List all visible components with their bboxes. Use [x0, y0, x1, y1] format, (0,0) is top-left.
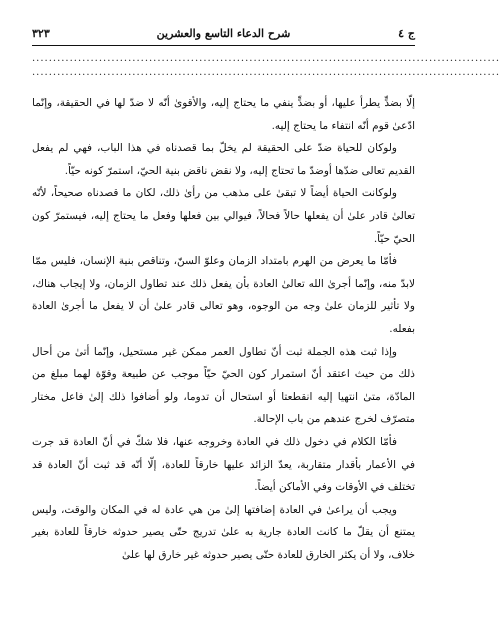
dotted-divider: [32, 52, 500, 82]
page-header: [32, 24, 415, 46]
paragraph: ويجب أن يراعىٰ في العادة إضافتها إلىٰ من هي عادة له في المكان والوقت، وليس يمتنع أن يقلّ ما كانت العادة جارية به علىٰ تدريج حتّى يصير حدوثه خارقاً للعادة بغير خلاف، ولا أن يكثر الخارق للعادة حتّى يصير حدوثه غير خارق لها علىٰ: [32, 503, 415, 561]
volume-label: ج ٤: [398, 27, 415, 40]
header-rule: [32, 45, 415, 46]
paragraph: إلّا بضدٍّ يطرأ عليها، أو بضدٍّ ينفي ما يحتاج إليه، والأقوىٰ أنّه لا ضدّ لها في الحقيقة، وإنّما ادّعىٰ قوم أنّه انتفاء ما يحتاج إليه.: [32, 97, 415, 132]
body-text: [32, 92, 415, 566]
paragraph: ولوكانت الحياة أيضاً لا تبقىٰ على مذهب من رأىٰ ذلك، لكان ما قصدناه صحيحاً، لأنّه تعالىٰ قادر علىٰ أن يفعلها حالاً فحالاً، فيوالي بين فعلها وفعل ما يحتاج إليه، فيستمرّ كون الحيّ حيّاً.: [32, 187, 415, 245]
paragraph: فأمّا الكلام في دخول ذلك في العادة وخروجه عنها، فلا شكّ في أنّ العادة قد جرت في الأعمار بأقدار متقاربة، يعدّ الزائد عليها خارقاً للعادة، إلّا أنّه قد ثبت أنّ العادة قد تختلف في الأوقات وفي الأماكن أيضاً.: [32, 435, 415, 494]
paragraph: وإذا ثبت هذه الجملة ثبت أنّ تطاول العمر ممكن غير مستحيل، وإنّما أتىٰ من أحال ذلك من حيث اعتقد أنّ استمرار كون الحيّ حيّاً موجب عن طبيعة وقوّة لهما مبلغ من المادّة، متىٰ انتهيا إليه انقطعتا أو استحال أن تدوما، ولو أضافوا ذلك إلىٰ فاعل مختار متصرّف لخرج عندهم من باب الإحالة.: [32, 345, 415, 426]
dotted-line: ................................................................................................................: [32, 67, 500, 78]
running-title: شرح الدعاء التاسع والعشرين: [156, 27, 291, 40]
page-number: ٣٢٣: [32, 27, 50, 40]
dotted-line: ................................................................................................................: [32, 53, 500, 64]
paragraph: ولوكان للحياة ضدّ على الحقيقة لم يخلّ بما قصدناه في هذا الباب، فهي لم يفعل القديم تعالى ضدّها أوضدّ ما تحتاج إليه، ولا نقض ناقض بنية الحيّ، استمرّ كونه حيّاً.: [32, 142, 415, 177]
paragraph: فأمّا ما يعرض من الهرم بامتداد الزمان وعلوّ السنّ، وتناقص بنية الإنسان، فليس ممّا لابدّ منه، وإنّما أجرىٰ الله تعالىٰ العادة بأن يفعل ذلك عند تطاول الزمان، ولا إيجاب هناك، ولا تأثير للزمان علىٰ وجه من الوجوه، وهو تعالى قادر علىٰ أن لا يفعل ما أجرىٰ العادة بفعله.: [32, 255, 415, 335]
